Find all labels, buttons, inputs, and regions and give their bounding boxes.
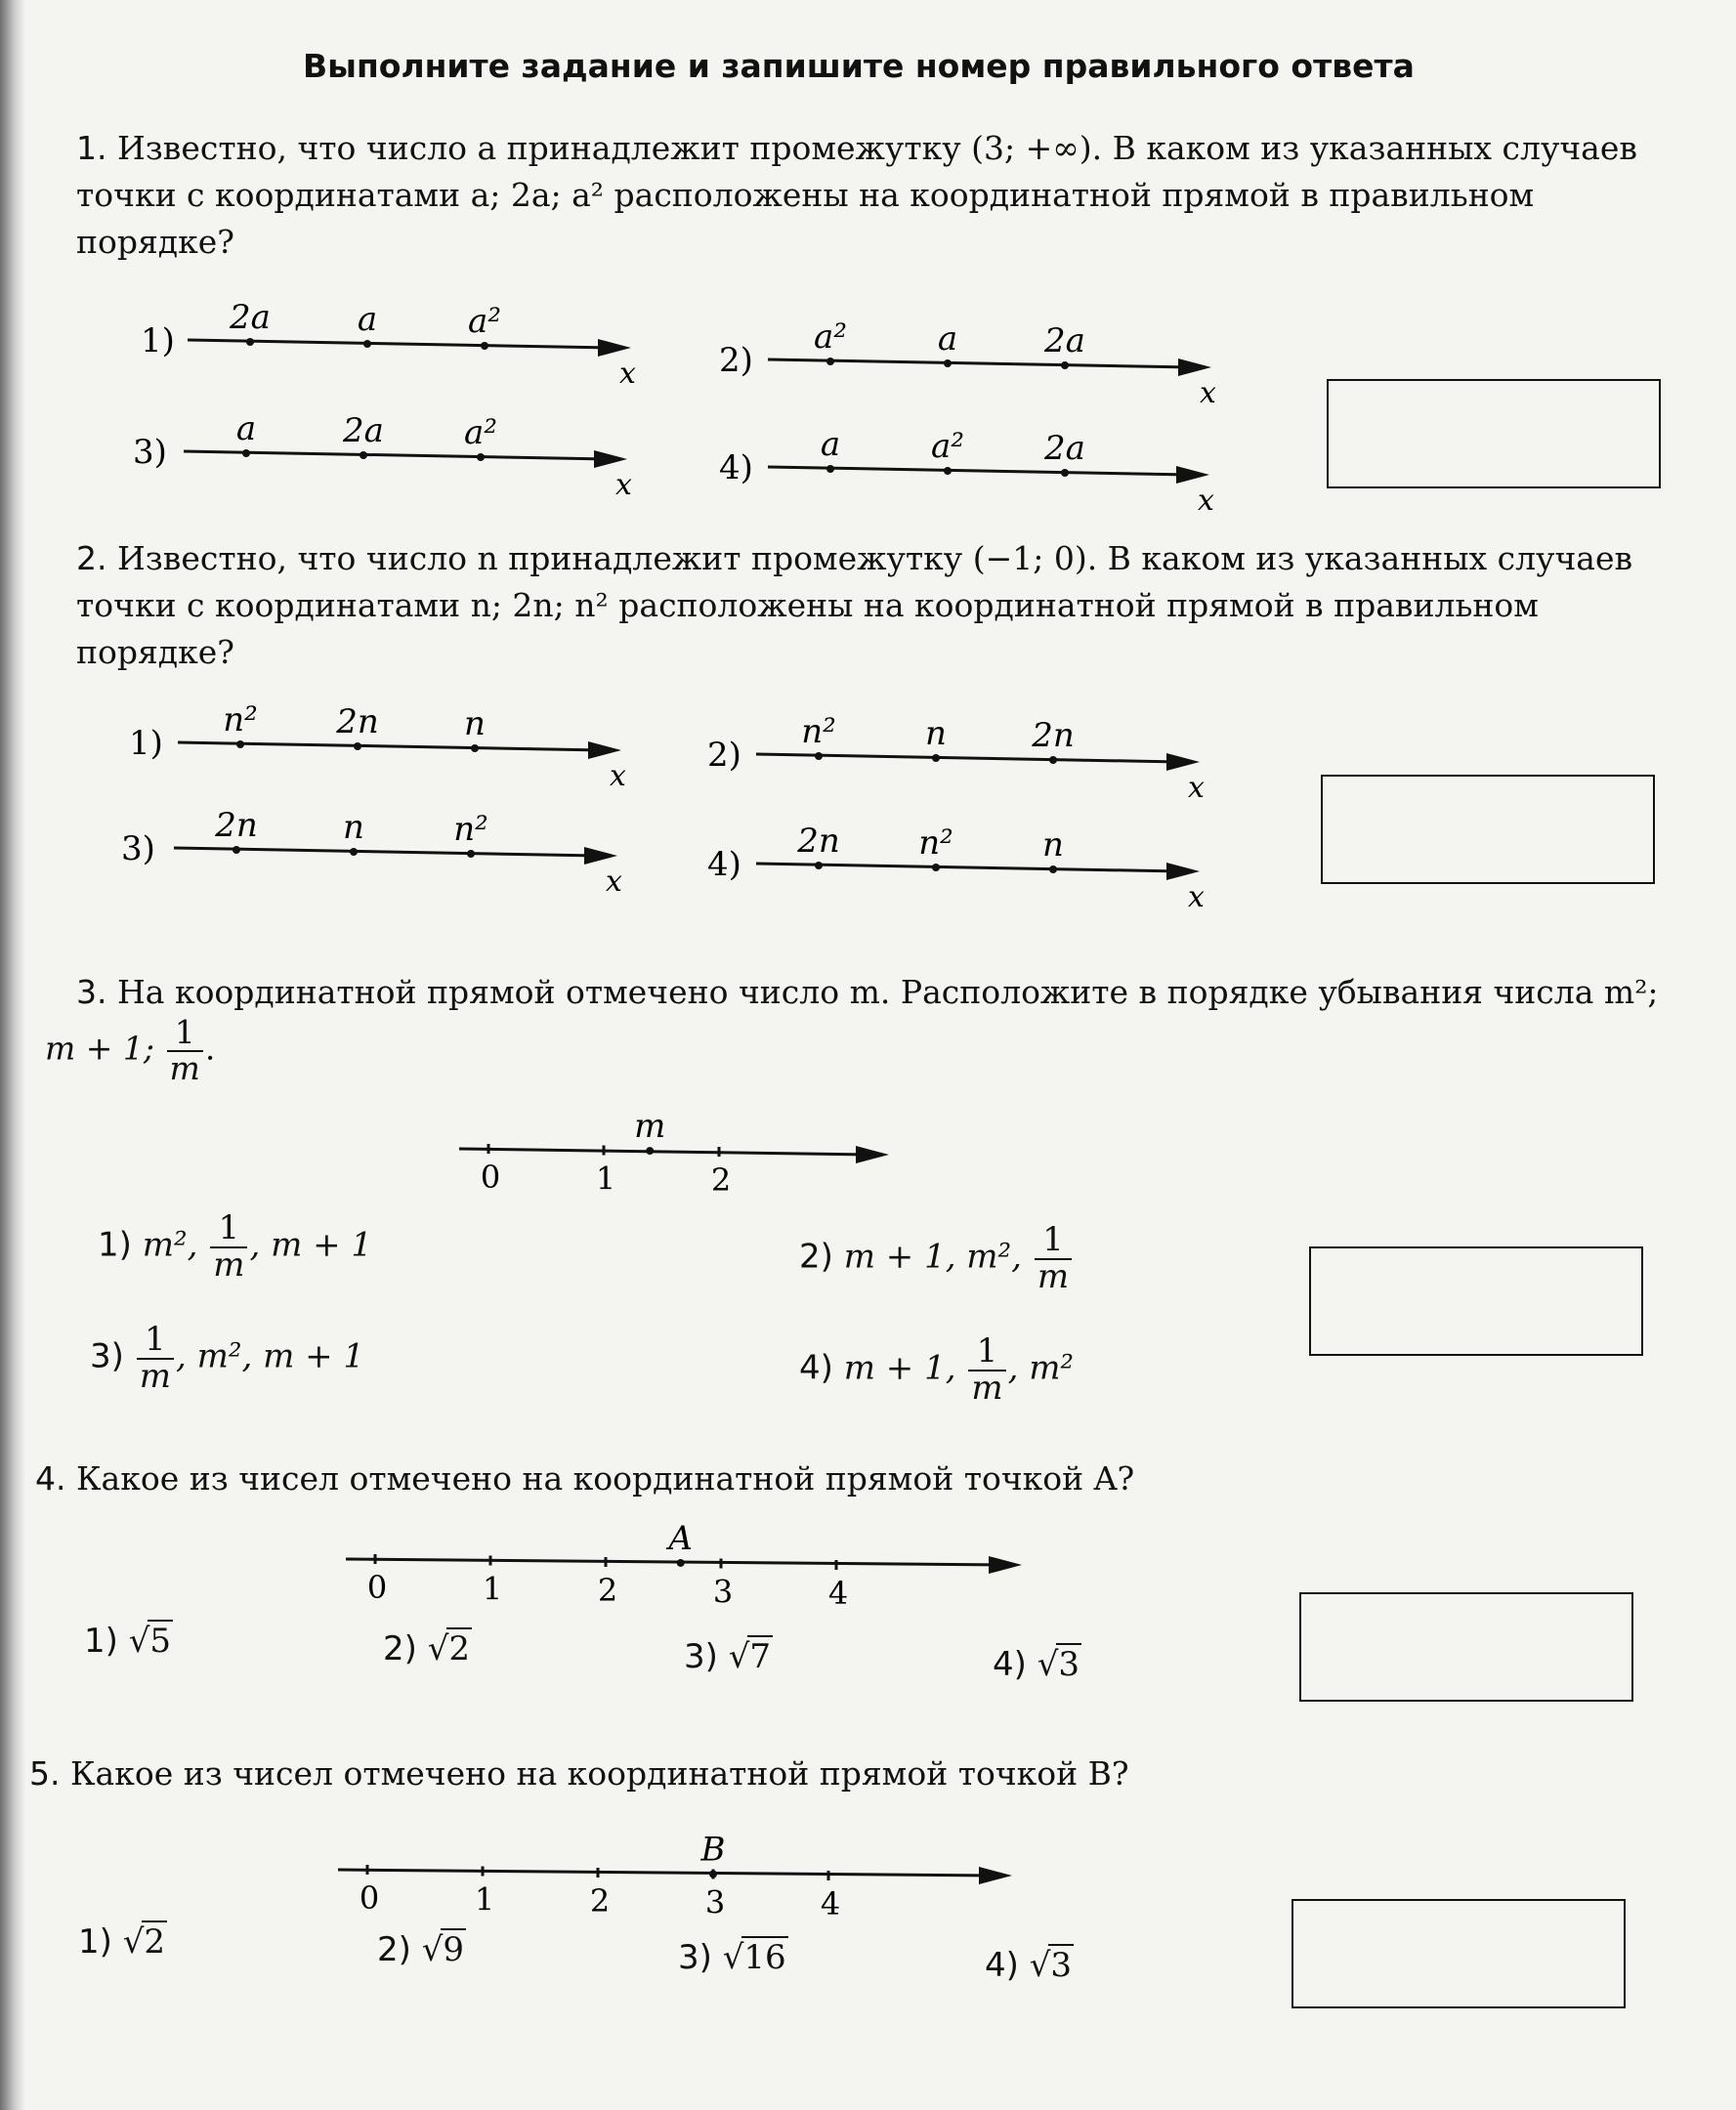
tick-label: 4 — [827, 1575, 849, 1612]
point-label: 2n — [1032, 716, 1075, 755]
arrow-head — [594, 450, 627, 468]
option-3 — [678, 1938, 788, 1977]
axis-line — [338, 1870, 993, 1876]
option-label: 4) — [799, 1348, 833, 1388]
option-label: 2) — [383, 1629, 417, 1668]
option-1 — [129, 701, 626, 793]
fraction-denominator: m — [971, 1368, 1003, 1408]
tick-label: 2 — [710, 1161, 732, 1199]
point-label: 2n — [336, 702, 379, 741]
sqrt-symbol: √16 — [722, 1938, 786, 1977]
option-label: 2) — [377, 1930, 411, 1969]
option-fraction — [1035, 1220, 1072, 1296]
option-part-a: m², — [142, 1225, 198, 1265]
point-dot — [646, 1147, 654, 1155]
fraction-numerator: 1 — [1035, 1223, 1072, 1260]
point-dot — [467, 850, 475, 858]
option-label: 4) — [719, 448, 753, 487]
question-3-text-cont — [45, 1013, 1628, 1087]
fraction-numerator: 1 — [968, 1334, 1005, 1372]
point-dot — [932, 864, 940, 871]
point-label: n² — [801, 712, 836, 751]
radicand: 5 — [149, 1622, 172, 1661]
sqrt-symbol: √9 — [421, 1930, 465, 1969]
option-label: 1) — [98, 1225, 132, 1265]
point-label: a² — [931, 427, 964, 466]
point-dot — [1061, 469, 1069, 477]
question-5-body: Какое из чисел отмечено на координатной прямой точкой B? — [70, 1754, 1129, 1793]
tick-label: 3 — [704, 1883, 726, 1921]
arrow-head — [979, 1867, 1012, 1884]
option-label: 1) — [141, 321, 175, 360]
option-part-a: m + 1, m², — [843, 1237, 1022, 1277]
point-label: n² — [453, 810, 488, 849]
arrow-head — [588, 741, 621, 759]
tick-label: 0 — [480, 1159, 501, 1196]
axis-label: x — [1188, 880, 1205, 914]
answer-box-2[interactable] — [1321, 775, 1655, 884]
option-4 — [993, 1645, 1081, 1684]
axis-line — [459, 1149, 869, 1155]
sqrt-symbol: √2 — [122, 1922, 166, 1962]
tick-label: 0 — [366, 1569, 388, 1606]
option-label: 4) — [993, 1645, 1027, 1684]
question-3-option-4 — [799, 1331, 1075, 1408]
option-label: 3) — [121, 829, 155, 868]
option-label: 3) — [684, 1637, 718, 1676]
option-part-a: m + 1, — [843, 1348, 956, 1388]
question-4-number: 4. — [35, 1459, 66, 1498]
point-dot — [815, 752, 823, 760]
option-2 — [383, 1629, 472, 1668]
question-3-number: 3. — [76, 973, 107, 1011]
point-label: 2a — [230, 298, 271, 337]
option-label: 4) — [707, 845, 741, 884]
answer-box-5[interactable] — [1291, 1899, 1626, 2008]
axis-label: x — [1200, 376, 1216, 410]
option-label: 1) — [129, 724, 163, 763]
arrow-head — [598, 339, 631, 357]
sqrt-symbol: √3 — [1037, 1645, 1080, 1684]
question-2-body: Известно, что число n принадлежит промежутку (−1; 0). В каком из указанных случаев точки с координатами n; 2n; n² расположены на координатной прямой в правильном порядке? — [76, 539, 1633, 671]
point-label: 2n — [215, 806, 258, 845]
sqrt-symbol: √2 — [427, 1629, 471, 1668]
question-4-text — [35, 1456, 1618, 1502]
point-label: 2a — [1044, 321, 1085, 360]
point-dot — [709, 1871, 717, 1878]
point-dot — [350, 848, 358, 856]
option-label: 2) — [799, 1237, 833, 1277]
fraction-denominator: m — [213, 1245, 245, 1285]
point-dot — [242, 449, 250, 457]
point-label: n — [1042, 825, 1064, 865]
option-2 — [707, 712, 1205, 805]
fraction-denominator: m — [169, 1048, 200, 1087]
point-label: a — [357, 300, 378, 339]
tick-label: 4 — [820, 1885, 841, 1922]
axis-label: x — [610, 759, 626, 793]
arrow-head — [1166, 753, 1200, 771]
question-4-body: Какое из чисел отмечено на координатной прямой точкой A? — [76, 1459, 1135, 1498]
point-label: n² — [918, 823, 953, 863]
point-dot — [1049, 756, 1057, 764]
option-fraction — [137, 1320, 174, 1396]
point-label: m — [634, 1107, 666, 1147]
option-part-b: , m + 1 — [249, 1225, 373, 1265]
fraction-numerator: 1 — [210, 1211, 247, 1248]
radicand: 2 — [144, 1922, 166, 1962]
point-label: 2a — [343, 411, 384, 450]
question-2-number: 2. — [76, 539, 107, 577]
point-label: a² — [814, 317, 847, 357]
question-5-text — [29, 1751, 1612, 1797]
arrow-head — [584, 847, 617, 865]
point-dot — [363, 340, 371, 348]
arrow-head — [1166, 863, 1200, 880]
question-3-option-1 — [98, 1208, 373, 1285]
radicand: 3 — [1050, 1946, 1073, 1985]
tick-label: 1 — [482, 1570, 503, 1608]
axis-label: x — [606, 865, 622, 899]
point-label: n — [343, 808, 364, 847]
point-label: a — [937, 319, 958, 359]
question-5-number: 5. — [29, 1754, 61, 1793]
radicand: 16 — [743, 1938, 786, 1977]
point-label: a² — [464, 413, 497, 452]
point-label: n — [925, 714, 947, 753]
point-dot — [236, 740, 244, 748]
question-3-option-3 — [90, 1320, 365, 1396]
question-3-text-m1: m + 1; — [45, 1029, 155, 1068]
question-3-fraction — [167, 1013, 203, 1087]
question-3-body: На координатной прямой отмечено число m. Расположите в порядке убывания числа m²; — [117, 973, 1659, 1011]
option-label: 3) — [133, 433, 167, 472]
option-label: 2) — [707, 736, 741, 775]
fraction-denominator: m — [1037, 1256, 1070, 1296]
option-part-b: , m² — [1007, 1348, 1075, 1388]
point-label: n — [464, 704, 486, 743]
point-dot — [233, 846, 240, 854]
axis-line — [346, 1559, 1002, 1565]
question-1-options-figure — [127, 293, 1250, 518]
option-4 — [707, 822, 1205, 914]
point-dot — [1061, 361, 1069, 369]
point-label: A — [668, 1518, 693, 1558]
point-dot — [944, 467, 952, 475]
tick-label: 3 — [712, 1573, 734, 1611]
book-spine-shadow — [0, 0, 25, 2110]
point-label: a — [235, 409, 257, 448]
page-title: Выполните задание и запишите номер правильного ответа — [303, 47, 1415, 85]
point-dot — [246, 338, 254, 346]
option-1 — [78, 1922, 167, 1962]
radicand: 3 — [1058, 1645, 1080, 1684]
radicand: 7 — [749, 1637, 772, 1676]
point-label: a² — [468, 302, 501, 341]
option-label: 3) — [90, 1336, 124, 1376]
fraction-numerator: 1 — [167, 1016, 203, 1052]
point-dot — [677, 1559, 685, 1567]
tick-label: 1 — [474, 1880, 495, 1919]
question-4-number-line — [322, 1512, 1065, 1620]
point-label: 2a — [1044, 429, 1085, 468]
option-label: 3) — [678, 1938, 712, 1977]
option-fraction — [210, 1208, 247, 1285]
option-3 — [121, 806, 622, 899]
sqrt-symbol: √7 — [728, 1637, 772, 1676]
answer-box-3[interactable] — [1309, 1246, 1643, 1356]
option-1 — [84, 1622, 173, 1661]
point-label: B — [700, 1830, 726, 1870]
sqrt-symbol: √5 — [128, 1622, 172, 1661]
question-3-text — [76, 969, 1659, 1016]
point-dot — [481, 342, 488, 350]
point-dot — [471, 744, 479, 752]
option-2 — [377, 1930, 466, 1969]
question-3-number-line — [430, 1104, 918, 1202]
option-part-b: , m², m + 1 — [175, 1336, 365, 1376]
point-dot — [826, 465, 834, 473]
option-3 — [133, 409, 632, 502]
tick-label: 1 — [595, 1160, 616, 1198]
point-label: 2n — [797, 822, 840, 861]
question-3-option-2 — [799, 1220, 1074, 1296]
question-5-number-line — [313, 1821, 1055, 1928]
option-label: 4) — [985, 1946, 1019, 1985]
point-dot — [360, 451, 367, 459]
arrow-head — [856, 1146, 889, 1163]
question-1-body: Известно, что число a принадлежит промежутку (3; +∞). В каком из указанных случаев точки с координатами a; 2a; a² расположены на координатной прямой в правильном порядке? — [76, 129, 1637, 261]
point-label: n² — [223, 701, 258, 739]
question-1-text — [76, 125, 1659, 266]
axis-label: x — [1188, 771, 1205, 805]
point-label: a — [820, 425, 841, 464]
answer-box-4[interactable] — [1299, 1592, 1633, 1702]
point-dot — [932, 754, 940, 762]
point-dot — [477, 453, 485, 461]
option-4 — [985, 1946, 1074, 1985]
option-3 — [684, 1637, 773, 1676]
point-dot — [1049, 865, 1057, 873]
axis-label: x — [619, 357, 636, 391]
option-4 — [719, 425, 1214, 518]
question-1-number: 1. — [76, 129, 107, 167]
option-label: 2) — [719, 341, 753, 380]
arrow-head — [1178, 359, 1211, 376]
tick-label: 0 — [359, 1879, 380, 1917]
point-dot — [815, 862, 823, 869]
question-3-text-end: . — [204, 1029, 216, 1068]
fraction-denominator: m — [139, 1356, 171, 1396]
fraction-numerator: 1 — [137, 1323, 174, 1360]
option-1 — [141, 298, 636, 391]
tick-label: 2 — [589, 1882, 611, 1920]
option-label: 1) — [84, 1622, 118, 1661]
option-2 — [719, 317, 1216, 410]
question-2-options-figure — [117, 701, 1241, 926]
option-label: 1) — [78, 1922, 112, 1962]
point-dot — [826, 358, 834, 365]
point-dot — [944, 359, 952, 367]
arrow-head — [989, 1556, 1022, 1574]
point-dot — [354, 742, 361, 750]
arrow-head — [1176, 466, 1209, 484]
axis-label: x — [615, 468, 632, 502]
sqrt-symbol: √3 — [1029, 1946, 1073, 1985]
question-2-text — [76, 535, 1659, 676]
radicand: 9 — [443, 1930, 465, 1969]
option-fraction — [968, 1331, 1005, 1408]
radicand: 2 — [448, 1629, 471, 1668]
tick-label: 2 — [597, 1572, 618, 1609]
answer-box-1[interactable] — [1327, 379, 1661, 488]
axis-label: x — [1198, 484, 1214, 518]
